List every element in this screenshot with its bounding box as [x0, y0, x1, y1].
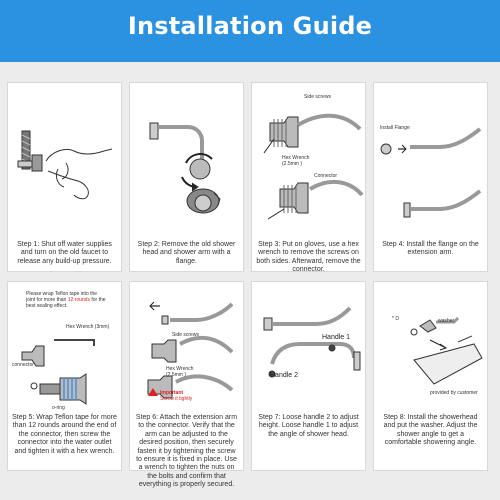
- d-mark-label: * D: [392, 316, 399, 322]
- hex-wrench-label: Hex Wrench: [166, 366, 194, 372]
- step-6-caption: Step 6: Attach the extension arm to the connector. Verify that the arm can be adjusted to the desired position, then securely fasten it by tightening the screw to ensure it is fixed in place. Use a wrench to tighten the nuts on the bolts and confirm that everything is properly secured.: [135, 414, 238, 489]
- handle-1-label: Handle 1: [322, 334, 351, 341]
- step-3-card: [251, 82, 366, 272]
- connector-label: connector: [12, 362, 34, 368]
- title-banner: [0, 0, 500, 62]
- page-title: Installation Guide: [127, 12, 373, 40]
- step-7-card: [251, 281, 366, 471]
- step-6-card: [129, 281, 244, 489]
- side-screws-label: Side screws: [304, 94, 331, 100]
- hex-wrench-label: Hex Wrench: [282, 155, 310, 161]
- step-4-caption: Step 4: Install the flange on the extension arm.: [382, 241, 479, 257]
- step-8-caption: Step 8: Install the showerhead and put the washer. Adjust the shower angle to get a comfortable showering angle.: [383, 414, 478, 447]
- step-4-card: [373, 82, 488, 272]
- step-7-caption: Step 7: Loose handle 2 to adjust height. Loose handle 1 to adjust the angle of shower head.: [258, 414, 359, 438]
- step-1-caption: Step 1: Shut off water supplies and turn on the old faucet to release any build-up pressure.: [17, 241, 112, 265]
- install-flange-label: Install Flange: [380, 125, 410, 131]
- washer-label: washer: [438, 318, 455, 324]
- connector-label: Connector: [314, 173, 338, 179]
- oring-label: o-ring: [52, 405, 65, 411]
- step-5-caption: Step 5: Wrap Teflon tape for more than 12 rounds around the end of the connector, then screw the connector into the water outlet and tighten it with a hex wrench.: [12, 414, 117, 455]
- hex-size-label: (2.5mm ): [166, 372, 186, 378]
- important-label: Important: [160, 390, 184, 396]
- step-3-caption: Step 3: Put on gloves, use a hex wrench to remove the screws on both sides. Afterward, remove the connector.: [256, 241, 361, 274]
- step-5-card: [7, 281, 122, 471]
- step-2-caption: Step 2: Remove the old shower head and shower arm with a flange.: [137, 241, 236, 265]
- provided-by-customer-label: provided by customer: [430, 390, 478, 396]
- hex-size-label: (2.5mm ): [282, 161, 302, 167]
- step-2-card: [129, 82, 244, 272]
- teflon-note: Please wrap Teflon tape into the joint for more than 12 rounds for the best sealing effect.: [26, 291, 106, 309]
- step-8-card: [373, 281, 488, 471]
- important-sub-label: Screw it tightly: [160, 396, 193, 402]
- handle-2-label: Handle 2: [270, 372, 299, 379]
- step-1-card: [7, 82, 122, 272]
- side-screws-label: Side screws: [172, 332, 199, 338]
- hex-wrench-label: Hex Wrench (3mm): [66, 324, 110, 330]
